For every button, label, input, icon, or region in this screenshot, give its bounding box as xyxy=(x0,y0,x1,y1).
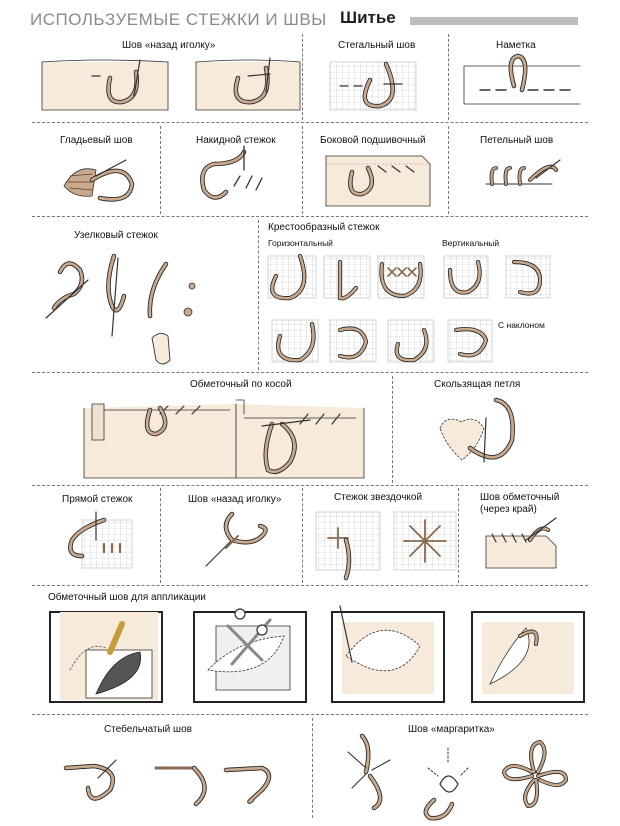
daisy-figure xyxy=(348,736,566,818)
label-french-knot: Узелковый стежок xyxy=(74,230,158,241)
page-title: ИСПОЛЬЗУЕМЫЕ СТЕЖКИ И ШВЫ xyxy=(30,10,327,29)
label-overcast: Накидной стежок xyxy=(196,135,276,146)
backstitch-2-figure xyxy=(206,514,266,566)
label-cross-slanted: С наклоном xyxy=(498,320,545,330)
stem-figure xyxy=(66,760,269,804)
basting-figure xyxy=(464,56,580,104)
overcast-figure xyxy=(202,146,262,198)
backstitch-figure xyxy=(42,58,300,110)
over-edge-figure xyxy=(486,518,556,568)
diagonal-overcast-figure xyxy=(84,400,364,478)
label-cross: Крестообразный стежок xyxy=(268,222,380,233)
slip-loop-figure xyxy=(440,400,513,462)
french-knot-figure xyxy=(46,256,195,364)
label-satin: Гладьевый шов xyxy=(60,135,133,146)
label-backstitch: Шов «назад иголку» xyxy=(122,40,216,51)
applique-figure xyxy=(50,606,584,702)
label-side-hem: Боковой подшивочный xyxy=(320,135,426,146)
label-star: Стежок звездочкой xyxy=(334,492,423,503)
label-applique: Обметочный шов для аппликации xyxy=(48,592,206,603)
running-figure xyxy=(70,512,132,568)
star-figure xyxy=(316,512,456,578)
label-basting: Наметка xyxy=(496,40,536,51)
label-running: Прямой стежок xyxy=(62,494,133,505)
quilting-figure xyxy=(330,62,416,110)
satin-figure xyxy=(64,160,132,199)
label-cross-vertical: Вертикальный xyxy=(442,238,500,248)
label-over-edge-1: Шов обметочный xyxy=(480,492,560,503)
label-diagonal-overcast: Обметочный по косой xyxy=(190,379,292,390)
section-label: Шитье xyxy=(340,8,396,27)
label-quilting: Стегальный шов xyxy=(338,40,416,51)
label-cross-horizontal: Горизонтальный xyxy=(268,238,333,248)
cross-figure xyxy=(268,256,550,362)
label-buttonhole: Петельный шов xyxy=(480,135,554,146)
label-daisy: Шов «маргаритка» xyxy=(408,724,495,735)
label-stem: Стебельчатый шов xyxy=(104,724,192,735)
label-backstitch-2: Шов «назад иголку» xyxy=(188,494,282,505)
label-over-edge-2: (через край) xyxy=(480,504,537,515)
buttonhole-figure xyxy=(486,160,560,184)
side-hem-figure xyxy=(326,156,430,206)
label-slip-loop: Скользящая петля xyxy=(434,379,521,390)
